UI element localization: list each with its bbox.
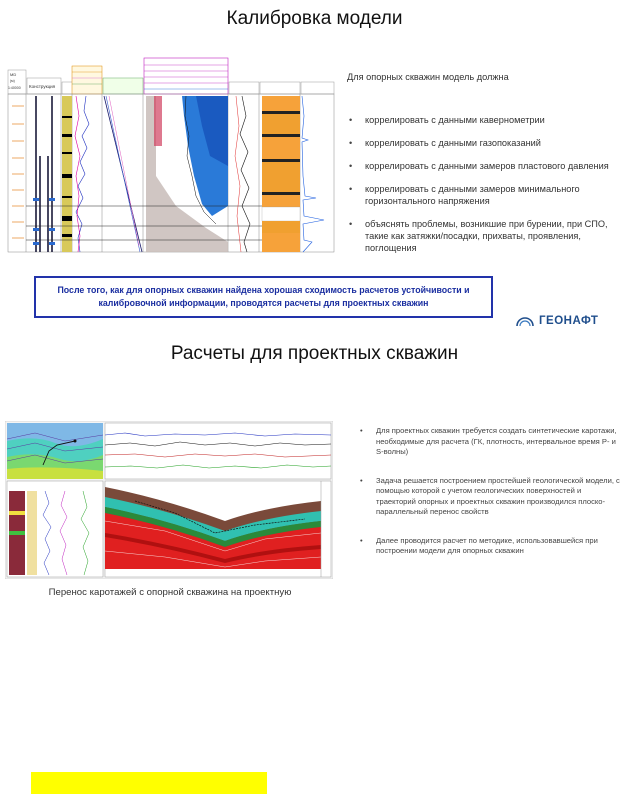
list-item: • коррелировать с данными газопоказаний bbox=[347, 137, 625, 149]
log-panel-left bbox=[7, 481, 103, 577]
list-item: • Далее проводится расчет по методике, использовавшейся при построении модели для опорных скважин bbox=[358, 536, 620, 557]
list-item: • коррелировать с данными кавернометрии bbox=[347, 114, 625, 126]
slide2-caption: Перенос каротажей с опорной скважина на проектную bbox=[48, 587, 292, 598]
cross-section bbox=[105, 481, 331, 577]
slide1-title: Калибровка модели bbox=[226, 8, 403, 29]
slide1-intro: Для опорных скважин модель должна bbox=[347, 72, 509, 82]
logo-text: ГЕОНАФТ bbox=[539, 315, 599, 327]
formation-blocks bbox=[262, 96, 300, 252]
slide2-bullet-list bbox=[358, 426, 620, 575]
map-panel bbox=[7, 423, 103, 479]
well-log-figure bbox=[6, 56, 336, 254]
construction-label: Конструкция bbox=[29, 84, 56, 89]
geonaft-logo bbox=[516, 313, 598, 329]
geomodel-figure bbox=[5, 421, 333, 579]
list-item: • объяснять проблемы, возникшие при бурении, при СПО, такие как затяжки/посадки, прихваты, проявления, поглощения bbox=[347, 218, 625, 254]
list-item: • Для проектных скважин требуется создать синтетические каротажи, необходимые для расчета (ГК, плотность, интервальное время P- и S-волны) bbox=[358, 426, 620, 458]
logo-icon bbox=[516, 315, 534, 327]
list-item: • коррелировать с данными замеров пластового давления bbox=[347, 160, 625, 172]
slide1-bullet-list bbox=[347, 114, 625, 265]
slide2-title: Расчеты для проектных скважин bbox=[170, 343, 459, 364]
yellow-highlight-bar bbox=[31, 772, 267, 794]
callout-box: После того, как для опорных скважин найдена хорошая сходимость расчетов устойчивости и калибровочной информации, проводятся расчеты для проектных скважин bbox=[34, 276, 493, 318]
md-unit-label: (м) bbox=[10, 79, 15, 83]
scale-label: 1:40000 bbox=[8, 86, 21, 90]
list-item: • Задача решается построением простейшей геологической модели, с помощью которой с учетом геологических поверхностей и траекторий опорных и проектных скважин производился плоско-параллельный перенос свойств bbox=[358, 476, 620, 518]
log-strip-top bbox=[105, 423, 331, 479]
list-item: • коррелировать с данными замеров минимального горизонтального напряжения bbox=[347, 183, 625, 207]
md-label: MD bbox=[10, 72, 17, 77]
